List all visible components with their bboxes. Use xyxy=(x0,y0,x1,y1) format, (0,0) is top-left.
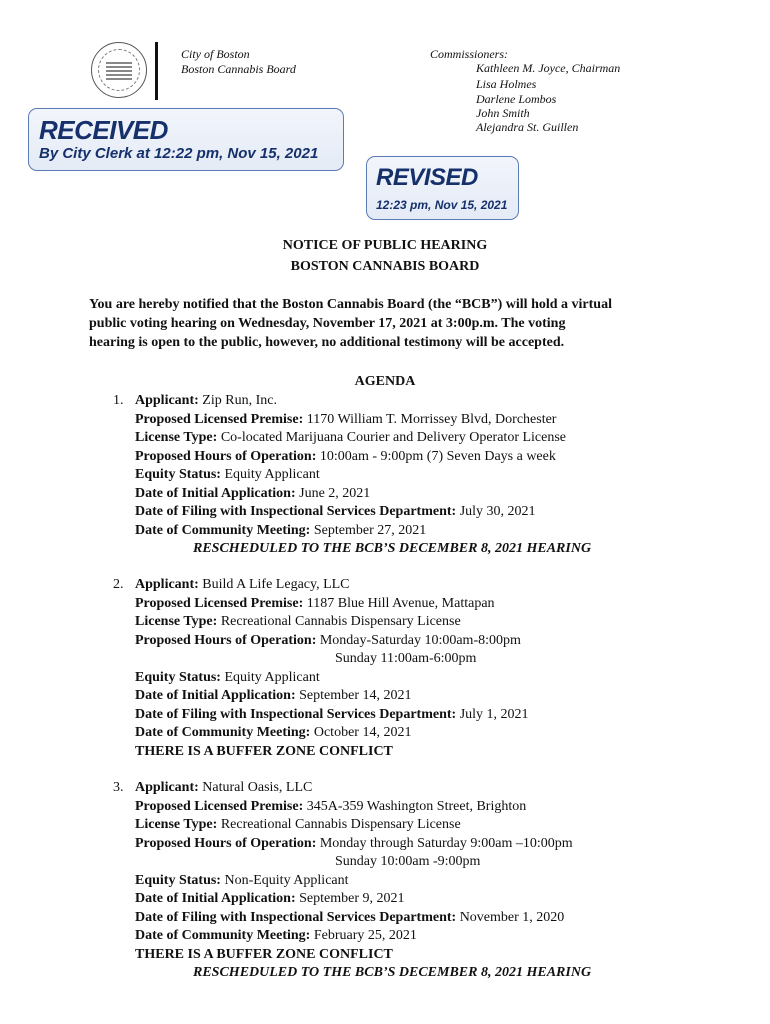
premise-address: 1187 Blue Hill Avenue, Mattapan xyxy=(306,595,495,611)
board-name: Boston Cannabis Board xyxy=(181,62,296,76)
agenda-heading: AGENDA xyxy=(354,374,416,389)
premise-address: 345A-359 Washington Street, Brighton xyxy=(306,798,527,814)
board-title: BOSTON CANNABIS BOARD xyxy=(290,259,480,274)
item-number: 3. xyxy=(113,780,124,795)
filing-date: July 1, 2021 xyxy=(459,706,529,722)
initial-application-date: September 9, 2021 xyxy=(299,891,405,906)
intro-line: public voting hearing on Wednesday, November 17, 2021 at 3:00p.m. The voting xyxy=(89,316,566,331)
buffer-zone-conflict: THERE IS A BUFFER ZONE CONFLICT xyxy=(135,946,393,962)
intro-line: You are hereby notified that the Boston Cannabis Board (the “BCB”) will hold a virtual xyxy=(89,297,612,312)
commissioners-label: Commissioners: xyxy=(430,47,509,61)
commissioner: John Smith xyxy=(476,106,530,120)
rescheduled-notice: RESCHEDULED TO THE BCB’S DECEMBER 8, 2021 HEARING xyxy=(193,541,592,556)
item-number: 2. xyxy=(113,577,124,592)
commissioner: Darlene Lombos xyxy=(476,92,557,106)
commissioner-chairman: Kathleen M. Joyce, Chairman xyxy=(476,61,621,75)
received-stamp xyxy=(28,108,344,171)
hours: 10:00am - 9:00pm (7) Seven Days a week xyxy=(319,448,556,464)
intro-line: hearing is open to the public, however, no additional testimony will be accepted. xyxy=(89,335,565,350)
notice-title: NOTICE OF PUBLIC HEARING xyxy=(282,238,488,253)
revised-stamp xyxy=(366,156,519,220)
intro-paragraph xyxy=(89,295,612,352)
agenda-item-2: 2. Applicant: Build A Life Legacy, LLC Proposed Licensed Premise: 1187 Blue Hill Avenue, Mattapan License Type: Recreational Cannabis Dispensary License Proposed Hours of Operation: Monday-Saturday 10:00am-8:00pm Sunday 11:00am-6:00pm Equity Status: Equity Applicant Date of Initial Application: September 14, 2021 Date of Filing with Inspectional Services Department: July 1, 2021 Date of Community Meeting: October 14, 2021 THERE IS A BUFFER ZONE CONFLICT xyxy=(135,576,529,761)
received-stamp-title: RECEIVED xyxy=(39,115,168,145)
city-seal-logo xyxy=(91,42,147,98)
hours: Monday through Saturday 9:00am –10:00pm xyxy=(319,835,573,851)
community-meeting-date: February 25, 2021 xyxy=(313,928,417,943)
equity-status: Equity Applicant xyxy=(224,669,320,685)
commissioner: Lisa Holmes xyxy=(476,77,537,91)
filing-date: November 1, 2020 xyxy=(459,909,565,925)
rescheduled-notice: RESCHEDULED TO THE BCB’S DECEMBER 8, 2021 HEARING xyxy=(193,965,592,980)
agenda-item-1: 1. Applicant: Zip Run, Inc. Proposed Licensed Premise: 1170 William T. Morrissey Blvd, Dorchester License Type: Co-located Marijuana Courier and Delivery Operator License Proposed Hours of Operation: 10:00am - 9:00pm (7) Seven Days a week Equity Status: Equity Applicant Date of Initial Application: June 2, 2021 Date of Filing with Inspectional Services Department: July 30, 2021 Date of Community Meeting: September 27, 2021 RESCHEDULED TO THE BCB’S DECEMBER 8, 2021 HEARING xyxy=(135,392,591,559)
header-divider xyxy=(155,42,158,100)
community-meeting-date: October 14, 2021 xyxy=(313,725,412,740)
city-name: City of Boston xyxy=(181,47,250,61)
equity-status: Equity Applicant xyxy=(224,467,320,482)
agenda-item-3: 3. Applicant: Natural Oasis, LLC Proposed Licensed Premise: 345A-359 Washington Street, Brighton License Type: Recreational Cannabis Dispensary License Proposed Hours of Operation: Monday through Saturday 9:00am –10:00pm Sunday 10:00am -9:00pm Equity Status: Non-Equity Applicant Date of Initial Application: September 9, 2021 Date of Filing with Inspectional Services Department: November 1, 2020 Date of Community Meeting: February 25, 2021 THERE IS A BUFFER ZONE CONFLICT RESCHEDULED TO THE BCB’S DECEMBER 8, 2021 HEARING xyxy=(135,779,591,983)
hours-sunday: Sunday 10:00am -9:00pm xyxy=(335,854,481,869)
applicant-name: Build A Life Legacy, LLC xyxy=(202,577,350,592)
license-type: Recreational Cannabis Dispensary License xyxy=(220,817,461,832)
received-stamp-text: By City Clerk at 12:22 pm, Nov 15, 2021 xyxy=(39,145,319,162)
license-type: Co-located Marijuana Courier and Delivery Operator License xyxy=(220,430,567,445)
item-number: 1. xyxy=(113,393,124,408)
equity-status: Non-Equity Applicant xyxy=(224,872,349,888)
commissioner: Alejandra St. Guillen xyxy=(476,120,579,134)
premise-address: 1170 William T. Morrissey Blvd, Dorchester xyxy=(306,411,557,427)
initial-application-date: June 2, 2021 xyxy=(299,485,371,501)
applicant-name: Natural Oasis, LLC xyxy=(202,780,313,795)
community-meeting-date: September 27, 2021 xyxy=(313,522,427,538)
revised-stamp-text: 12:23 pm, Nov 15, 2021 xyxy=(376,198,508,212)
buffer-zone-conflict: THERE IS A BUFFER ZONE CONFLICT xyxy=(135,743,393,759)
filing-date: July 30, 2021 xyxy=(459,504,536,519)
hours-sunday: Sunday 11:00am-6:00pm xyxy=(335,651,477,666)
initial-application-date: September 14, 2021 xyxy=(299,688,412,703)
revised-stamp-title: REVISED xyxy=(376,164,478,191)
applicant-name: Zip Run, Inc. xyxy=(202,393,277,408)
hours: Monday-Saturday 10:00am-8:00pm xyxy=(319,632,521,648)
license-type: Recreational Cannabis Dispensary License xyxy=(220,614,461,629)
